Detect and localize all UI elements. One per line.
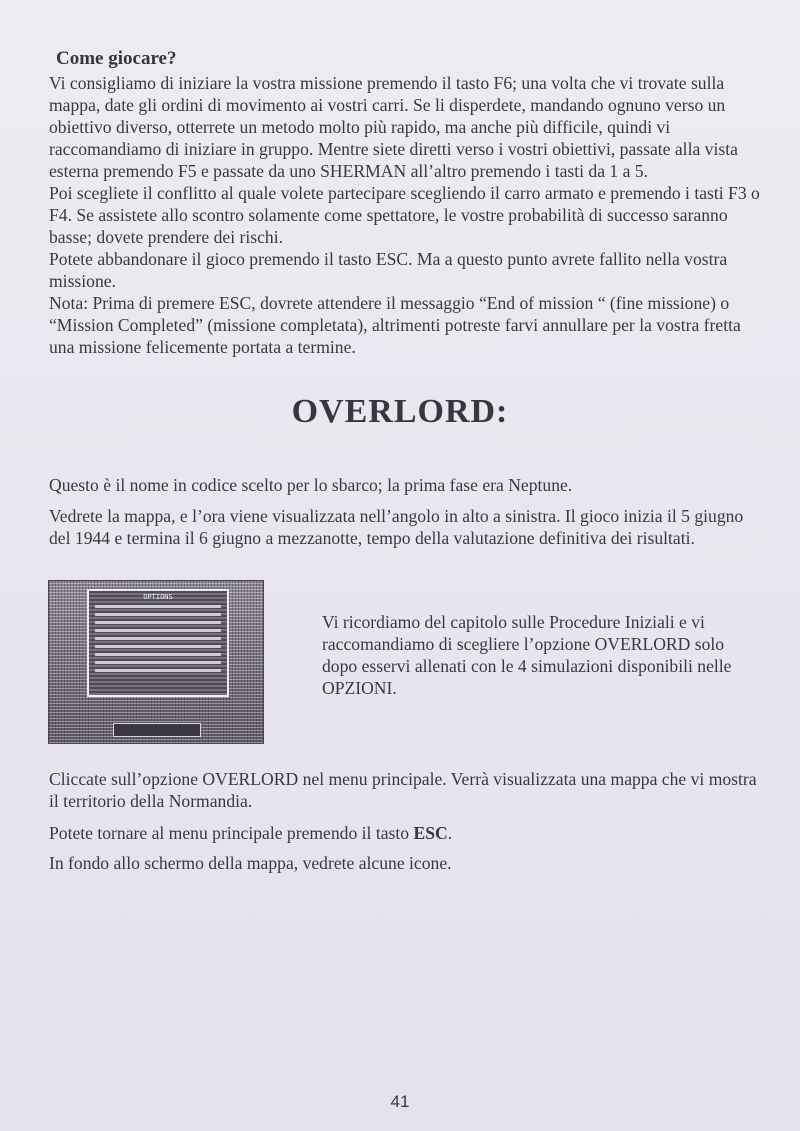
paragraph-mission-start: Vi consigliamo di iniziare la vostra missione premendo il tasto F6; una volta che vi trovate sulla mappa, date gli ordini di movimento ai vostri carri. Se li disperdete, mandando ognuno verso un obiettivo diverso, otterrete un metodo molto più rapido, ma anche più difficile, quindi vi raccomandiamo di iniziare in gruppo. Mentre siete diretti verso i vostri obiettivi, passate alla vista esterna premendo F5 e passate da uno SHERMAN all’altro premendo i tasti da 1 a 5. <box>49 73 738 181</box>
options-menu-lines <box>95 605 221 677</box>
screenshot-footer-bar <box>113 723 201 737</box>
overlord-click-option: Cliccate sull’opzione OVERLORD nel menu principale. Verrà visualizzata una mappa che vi mostra il territorio della Normandia. <box>49 769 757 811</box>
paragraph-quit-game: Potete abbandonare il gioco premendo il tasto ESC. Ma a questo punto avrete fallito nella vostra missione. <box>49 249 728 291</box>
instructions-text <box>49 72 764 358</box>
overlord-intro-1: Questo è il nome in codice scelto per lo sbarco; la prima fase era Neptune. <box>49 475 573 495</box>
overlord-title: OVERLORD: <box>291 393 509 430</box>
overlord-intro-2: Vedrete la mappa, e l’ora viene visualizzata nell’angolo in alto a sinistra. Il gioco inizia il 5 giugno del 1944 e termina il 6 giugno a mezzanotte, tempo della valutazione definitiva dei risultati. <box>49 506 744 548</box>
section-heading: Come giocare? <box>56 48 177 69</box>
options-menu-screenshot <box>48 580 264 744</box>
options-menu-box <box>87 589 229 697</box>
return-menu-text: Potete tornare al menu principale premendo il tasto ESC. <box>49 823 453 843</box>
page-number: 41 <box>390 1092 410 1111</box>
map-icons-text: In fondo allo schermo della mappa, vedrete alcune icone. <box>49 853 452 873</box>
overlord-reminder-text: Vi ricordiamo del capitolo sulle Procedure Iniziali e vi raccomandiamo di scegliere l’opzione OVERLORD solo dopo esservi allenati con le 4 simulazioni disponibili nelle OPZIONI. <box>322 612 732 698</box>
esc-key-label: ESC <box>413 823 448 843</box>
paragraph-note: Nota: Prima di premere ESC, dovrete attendere il messaggio “End of mission “ (fine missione) o “Mission Completed” (missione completata), altrimenti potreste farvi annullare per la vostra fretta una missione felicemente portata a termine. <box>49 293 741 357</box>
options-menu-title: OPTIONS <box>143 593 173 601</box>
paragraph-conflict-choice: Poi scegliete il conflitto al quale volete partecipare scegliendo il carro armato e premendo i tasti F3 o F4. Se assistete allo scontro solamente come spettatore, le vostre probabilità di successo saranno basse; dovete prendere dei rischi. <box>49 183 760 247</box>
